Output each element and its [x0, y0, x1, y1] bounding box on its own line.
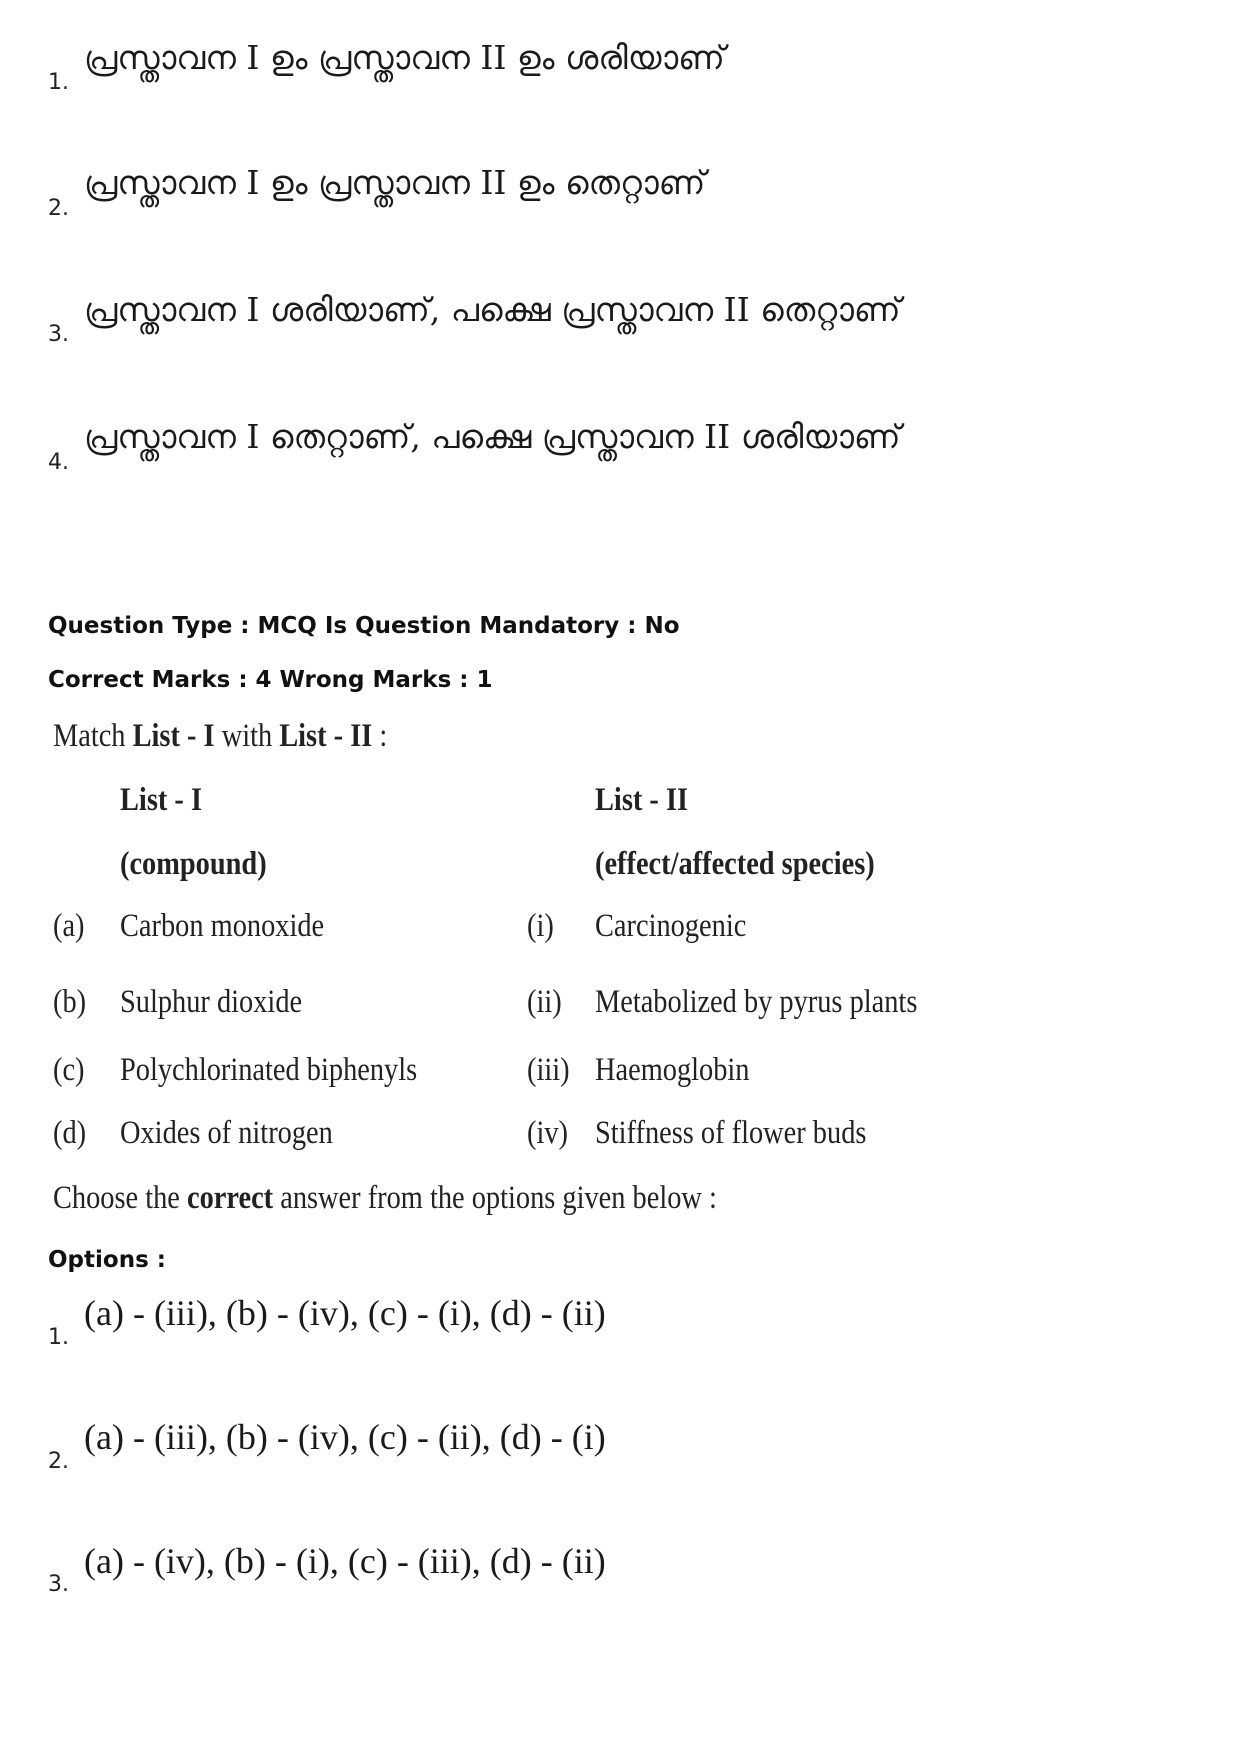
row-label-right: (i): [527, 908, 554, 944]
choose-text: Choose the: [53, 1180, 188, 1216]
row-label-left: (c): [53, 1052, 85, 1088]
option-2[interactable]: [0, 1380, 700, 1490]
option-3[interactable]: [0, 1500, 700, 1610]
row-label-left: (b): [53, 984, 87, 1020]
option-text: പ്രസ്താവന I ശരിയാണ്, പക്ഷെ പ്രസ്താവന II തെറ്റാണ്: [84, 290, 901, 329]
option-number: 4.: [48, 450, 69, 475]
row-label-right: (iii): [527, 1052, 570, 1088]
list1-heading: List - I: [120, 782, 202, 818]
choose-text: answer from the options given below :: [273, 1180, 717, 1216]
option-number: 2.: [48, 1449, 69, 1474]
effect-item: Carcinogenic: [595, 908, 747, 944]
compound-item: Polychlorinated biphenyls: [120, 1052, 418, 1088]
intro-text: Match: [53, 718, 133, 754]
option-number: 3.: [48, 322, 69, 347]
effect-item: Metabolized by pyrus plants: [595, 984, 918, 1020]
list-two-ref: List - II: [279, 718, 373, 754]
question-type-line: Question Type : MCQ Is Question Mandatory : No: [48, 613, 680, 639]
options-label: Options :: [48, 1247, 166, 1273]
effect-item: Stiffness of flower buds: [595, 1115, 867, 1151]
effect-item: Haemoglobin: [595, 1052, 750, 1088]
list2-subheading: (effect/affected species): [595, 846, 875, 882]
row-label-right: (iv): [527, 1115, 568, 1151]
row-label-right: (ii): [527, 984, 562, 1020]
option-text: പ്രസ്താവന I തെറ്റാണ്, പക്ഷെ പ്രസ്താവന II ശരിയാണ്: [84, 417, 901, 456]
compound-item: Oxides of nitrogen: [120, 1115, 333, 1151]
intro-text: with: [214, 718, 280, 754]
option-number: 1.: [48, 70, 69, 95]
row-label-left: (a): [53, 908, 85, 944]
option-number: 2.: [48, 196, 69, 221]
option-number: 3.: [48, 1572, 69, 1597]
list1-subheading: (compound): [120, 846, 267, 882]
compound-item: Carbon monoxide: [120, 908, 325, 944]
option-1[interactable]: [0, 0, 700, 1360]
option-number: 1.: [48, 1325, 69, 1350]
choose-emphasis: correct: [187, 1180, 274, 1216]
option-text: (a) - (iii), (b) - (iv), (c) - (ii), (d) - (i): [84, 1417, 606, 1457]
option-text: (a) - (iv), (b) - (i), (c) - (iii), (d) - (ii): [84, 1541, 606, 1581]
option-text: പ്രസ്താവന I ഉം പ്രസ്താവന II ഉം ശരിയാണ്: [84, 38, 725, 77]
list2-heading: List - II: [595, 782, 689, 818]
option-text: (a) - (iii), (b) - (iv), (c) - (i), (d) - (ii): [84, 1293, 606, 1333]
intro-text: :: [372, 718, 388, 754]
compound-item: Sulphur dioxide: [120, 984, 303, 1020]
option-text: പ്രസ്താവന I ഉം പ്രസ്താവന II ഉം തെറ്റാണ്: [84, 163, 706, 202]
marks-line: Correct Marks : 4 Wrong Marks : 1: [48, 667, 493, 693]
list-one-ref: List - I: [132, 718, 215, 754]
row-label-left: (d): [53, 1115, 87, 1151]
